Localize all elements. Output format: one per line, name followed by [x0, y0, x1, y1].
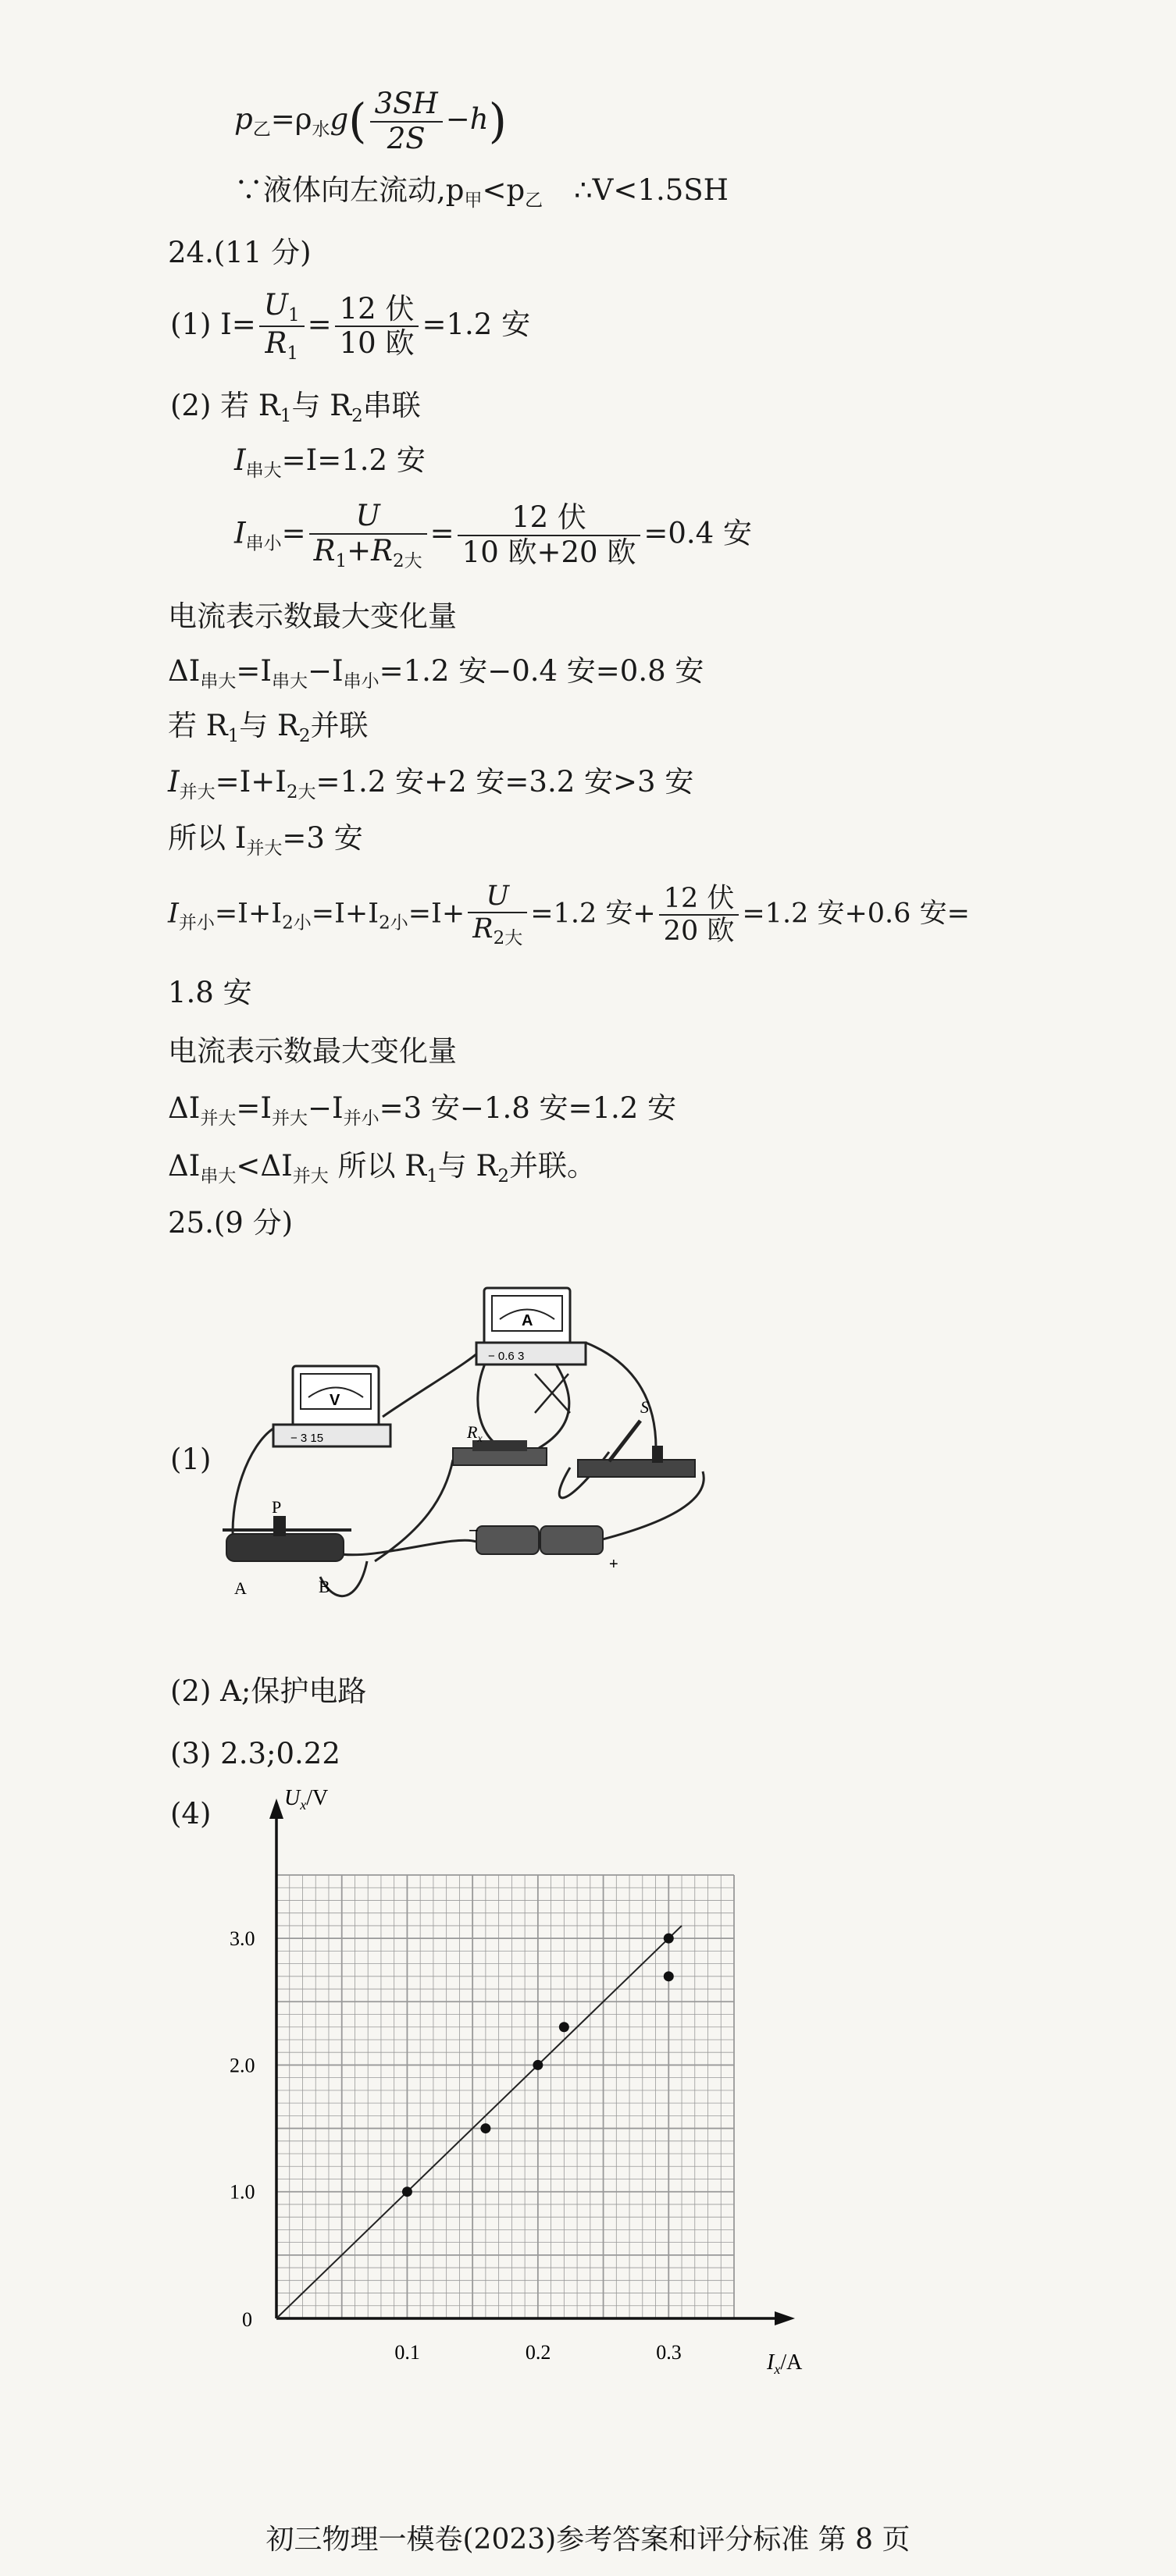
- fit-line: [276, 1926, 682, 2318]
- line-parallel-min: $I_{并小}=I+I_{2小}=I+I_{2小}=I+$ $\frac{U}{R_{2大}}$ =1.2 安+ $\frac{\text{12 伏}}{\text{20 欧}}$ =1.2 安+0.6 安=: [168, 881, 970, 949]
- switch-label: S: [640, 1397, 649, 1417]
- resistor-rx: [453, 1422, 547, 1465]
- voltmeter-terminals: − 3 15: [290, 1432, 324, 1445]
- y-axis-arrow: [269, 1799, 283, 1819]
- y-axis-label: $U_x/V$: [284, 1788, 329, 1813]
- rheostat-p: P: [272, 1497, 282, 1517]
- question-25-heading: 25.(9 分): [168, 1206, 294, 1240]
- rheostat-a: A: [234, 1578, 247, 1598]
- part-1-label: (1): [170, 1443, 212, 1476]
- line-p-yi: $p_乙=\rho_水g$( $\frac{3SH}{2S}$ −h): [234, 87, 507, 155]
- y-tick-label: 1.0: [230, 2180, 255, 2204]
- ammeter-terminals: − 0.6 3: [488, 1350, 525, 1363]
- voltmeter-symbol: V: [330, 1392, 340, 1409]
- line-series-min: $I_{串小}=$ $\frac{U}{R_1+R_{2大}}$ = $\frac{\text{12 伏}}{\text{10 欧+20 欧}}$ =0.4 安: [234, 499, 752, 571]
- rheostat: [223, 1497, 351, 1598]
- ammeter: [476, 1288, 586, 1364]
- line-24-2: (2) 若 $R_1$与 $R_2$串联: [170, 389, 421, 426]
- voltmeter: [273, 1366, 390, 1446]
- circuit-diagram: [219, 1265, 718, 1639]
- line-if-parallel: 若 $R_1$与 $R_2$并联: [168, 709, 369, 746]
- line-delta-parallel: $\Delta I_{并大}=I_{并大}-I_{并小}=3$ 安−1.8 安=1.2 安: [168, 1091, 677, 1129]
- part-3-answer: (3) 2.3;0.22: [170, 1737, 340, 1770]
- data-point: [402, 2186, 412, 2197]
- ui-graph: [211, 1788, 836, 2381]
- rheostat-b: B: [319, 1577, 330, 1596]
- line-1-8: 1.8 安: [168, 976, 252, 1009]
- switch-s: [578, 1397, 695, 1477]
- part-4-label: (4): [170, 1797, 212, 1831]
- x-tick-label: 0.2: [525, 2341, 551, 2364]
- x-axis-arrow: [775, 2311, 795, 2325]
- line-so-parallel-max: 所以 $I_{并大}=3$ 安: [168, 821, 363, 859]
- x-tick-label: 0.1: [394, 2341, 420, 2364]
- resistor-label: $R_x$: [467, 1422, 483, 1445]
- line-conclusion: $\Delta I_{串大}<\Delta I_{并大}$ 所以 $R_1$与 $R_2$并联。: [168, 1149, 596, 1187]
- line-max-change-1: 电流表示数最大变化量: [168, 600, 457, 633]
- data-point: [480, 2123, 490, 2133]
- line-parallel-max: $I_{并大}=I+I_{2大}=1.2$ 安+2 安=3.2 安>3 安: [168, 765, 694, 802]
- line-24-1: (1) I= $\frac{U_1}{R_1}$ = $\frac{\text{12 伏}}{\text{10 欧}}$ =1.2 安: [170, 288, 531, 365]
- chart-axes: [269, 1799, 795, 2325]
- y-tick-label: 2.0: [230, 2054, 255, 2077]
- battery-plus: +: [609, 1556, 618, 1573]
- data-point: [533, 2060, 543, 2070]
- fit-line-segment: [276, 1926, 682, 2318]
- data-point: [664, 1971, 674, 1981]
- y-tick-label: 3.0: [230, 1927, 255, 1951]
- battery-pack: [469, 1521, 618, 1573]
- page-footer: 初三物理一模卷(2023)参考答案和评分标准 第 8 页: [265, 2524, 911, 2556]
- question-24-heading: 24.(11 分): [168, 236, 312, 269]
- battery-minus: −: [469, 1521, 479, 1540]
- part-2-answer: (2) A;保护电路: [170, 1674, 367, 1708]
- line-flow-left: ∵液体向左流动$,p_甲<p_乙$ ∴V<1.5SH: [234, 173, 729, 211]
- x-axis-label: $I_x/A$: [767, 2350, 803, 2377]
- line-delta-series: $\Delta I_{串大}=I_{串大}-I_{串小}=1.2$ 安−0.4 安=0.8 安: [168, 654, 704, 692]
- line-max-change-2: 电流表示数最大变化量: [168, 1034, 457, 1068]
- x-tick-label: 0.3: [656, 2341, 682, 2364]
- line-series-max: $I_{串大}=I=1.2$ 安: [234, 443, 426, 481]
- data-point: [559, 2022, 569, 2032]
- origin-label: 0: [242, 2308, 252, 2331]
- ammeter-symbol: A: [522, 1312, 533, 1329]
- data-point: [664, 1934, 674, 1944]
